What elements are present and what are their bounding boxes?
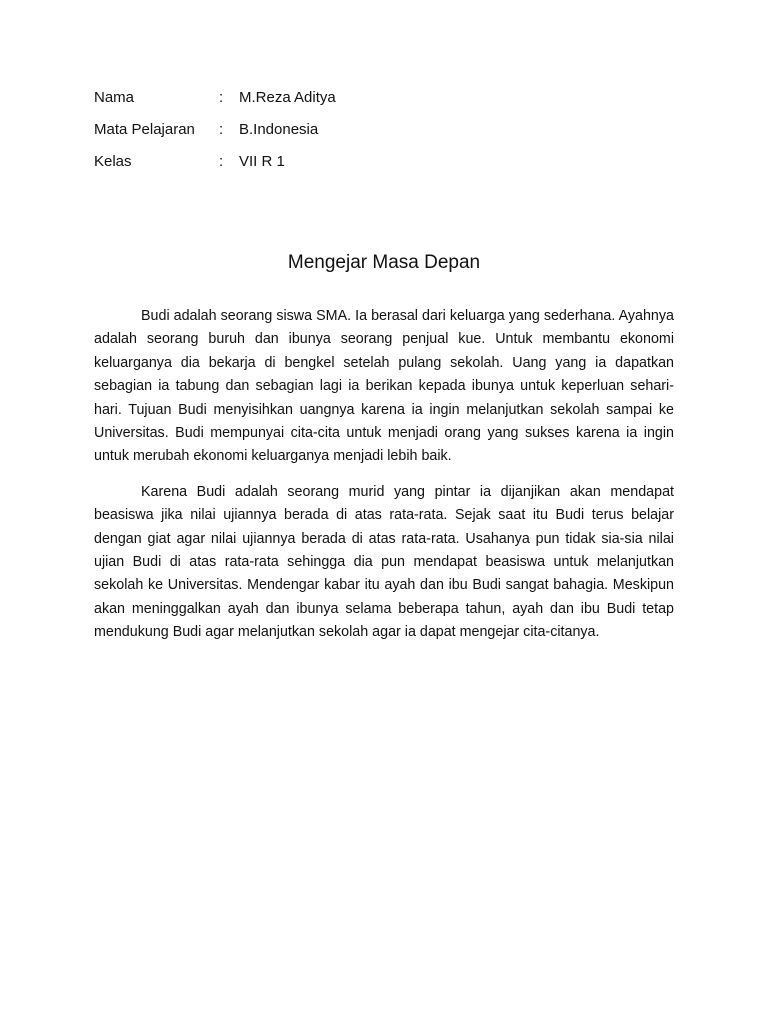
document-body [94, 305, 674, 657]
info-separator: : [219, 89, 224, 106]
info-label: Kelas [94, 153, 132, 170]
info-label: Nama [94, 89, 135, 106]
info-row-nama [94, 88, 494, 120]
info-separator: : [219, 121, 224, 138]
info-value: VII R 1 [239, 153, 285, 170]
paragraph: Karena Budi adalah seorang murid yang pintar ia dijanjikan akan mendapat beasiswa jika nilai ujiannya berada di atas rata-rata. Sejak saat itu Budi terus belajar dengan giat agar nilai ujiannya berada di atas rata-rata. Usahanya pun tidak sia-sia nilai ujian Budi di atas rata-rata sehingga dia pun mendapat beasiswa untuk melanjutkan sekolah ke Universitas. Mendengar kabar itu ayah dan ibu Budi sangat bahagia. Meskipun akan meninggalkan ayah dan ibunya selama beberapa tahun, ayah dan ibu Budi tetap mendukung Budi agar melanjutkan sekolah agar ia dapat mengejar cita-citanya. [94, 483, 674, 641]
info-label: Mata Pelajaran [94, 121, 195, 138]
info-row-mata-pelajaran [94, 120, 494, 152]
info-row-kelas [94, 152, 494, 184]
info-value: M.Reza Aditya [239, 89, 336, 106]
document-title: Mengejar Masa Depan [287, 252, 481, 273]
paragraph: Budi adalah seorang siswa SMA. Ia berasal dari keluarga yang sederhana. Ayahnya adalah seorang buruh dan ibunya seorang penjual kue. Untuk membantu ekonomi keluarganya dia bekarja di bengkel setelah pulang sekolah. Uang yang ia dapatkan sebagian ia tabung dan sebagian lagi ia berikan kepada ibunya untuk keperluan sehari-hari. Tujuan Budi menyisihkan uangnya karena ia ingin melanjutkan sekolah sampai ke Universitas. Budi mempunyai cita-cita untuk menjadi orang yang sukses karena ia ingin untuk merubah ekonomi keluarganya menjadi lebih baik. [94, 308, 674, 465]
info-separator: : [219, 153, 224, 170]
info-value: B.Indonesia [239, 121, 319, 138]
student-info [94, 88, 494, 184]
